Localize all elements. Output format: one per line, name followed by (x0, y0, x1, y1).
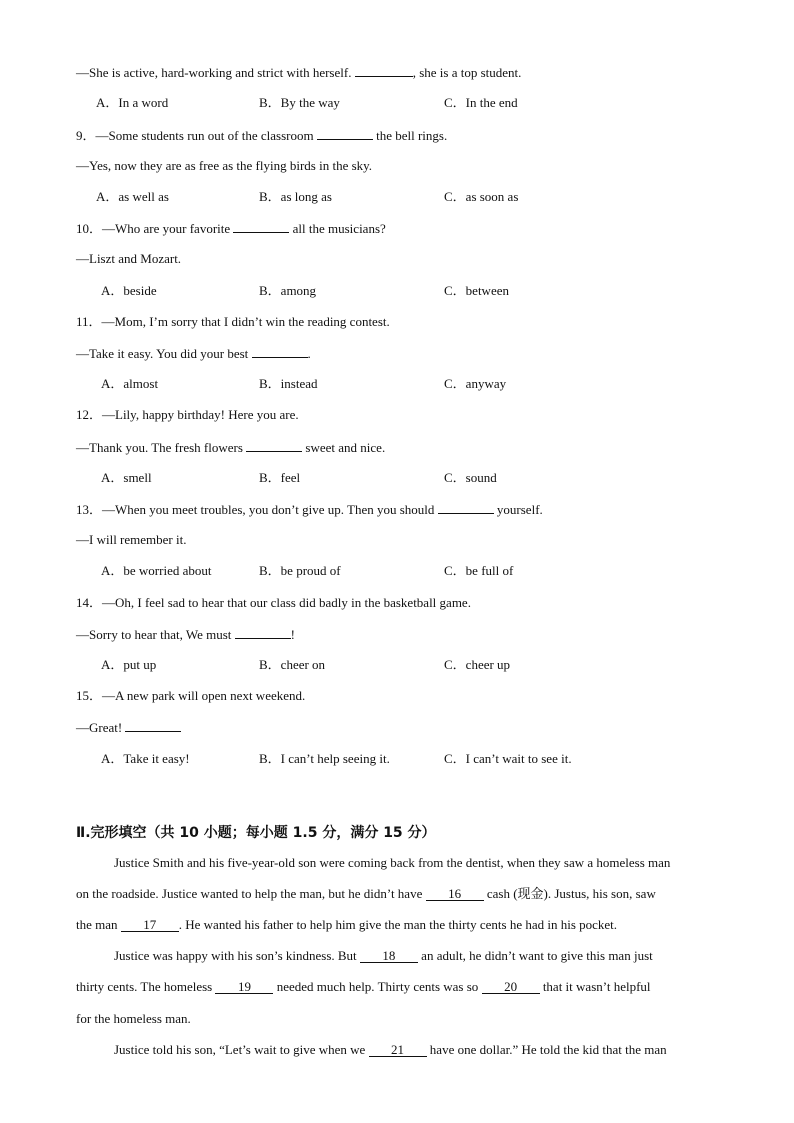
q8-option-c: C．In the end (444, 95, 518, 110)
passage-line: on the roadside. Justice wanted to help the man, but he didn’t have 16 cash (现金). Justus, his son, saw (76, 886, 656, 901)
q15-option-c: C．I can’t wait to see it. (444, 751, 572, 766)
q12-option-a: A．smell (101, 470, 152, 485)
passage-line: for the homeless man. (76, 1011, 191, 1026)
q13-question: 13．—When you meet troubles, you don’t give up. Then you should yourself. (76, 502, 543, 517)
q14-option-a: A．put up (101, 657, 157, 672)
q14-answer: —Sorry to hear that, We must ! (76, 627, 296, 642)
q13-answer: —I will remember it. (76, 532, 187, 547)
q14-option-c: C．cheer up (444, 657, 511, 672)
q10-question: 10．—Who are your favorite all the musicians? (76, 221, 386, 236)
q11-blank (252, 345, 308, 358)
q11-option-c: C．anyway (444, 376, 507, 391)
q13-blank (438, 501, 494, 514)
q12-option-b: B．feel (259, 470, 301, 485)
q15-question: 15．—A new park will open next weekend. (76, 688, 306, 703)
q13-option-a: A．be worried about (101, 563, 212, 578)
blank-16: 16 (426, 887, 484, 901)
q8-blank (355, 64, 413, 77)
q8-answer: —She is active, hard-working and strict with herself. , she is a top student. (76, 65, 522, 80)
q14-option-b: B．cheer on (259, 657, 326, 672)
q12-question: 12．—Lily, happy birthday! Here you are. (76, 407, 299, 422)
q12-answer: —Thank you. The fresh flowers sweet and nice. (76, 440, 386, 455)
q9-blank (317, 127, 373, 140)
q9-option-a: A．as well as (96, 189, 169, 204)
passage-line: Justice Smith and his five-year-old son were coming back from the dentist, when they saw a homeless man (114, 855, 671, 870)
q8-option-b: B．By the way (259, 95, 340, 110)
q11-answer: —Take it easy. You did your best . (76, 346, 311, 361)
passage-line: the man 17 . He wanted his father to help him give the man the thirty cents he had in his pocket. (76, 917, 618, 932)
passage-line: Justice was happy with his son’s kindness. But 18 an adult, he didn’t want to give this man just (114, 948, 653, 963)
section-title: Ⅱ.完形填空（共 10 小题；每小题 1.5 分，满分 15 分） (76, 825, 436, 841)
q14-question: 14．—Oh, I feel sad to hear that our class did badly in the basketball game. (76, 595, 471, 610)
q10-answer: —Liszt and Mozart. (76, 251, 182, 266)
q10-option-c: C．between (444, 283, 509, 298)
q13-option-c: C．be full of (444, 563, 514, 578)
q11-option-b: B．instead (259, 376, 318, 391)
q15-blank (125, 719, 181, 732)
q15-option-b: B．I can’t help seeing it. (259, 751, 390, 766)
q11-question: 11．—Mom, I’m sorry that I didn’t win the reading contest. (76, 314, 390, 329)
q10-option-a: A．beside (101, 283, 157, 298)
q10-option-b: B．among (259, 283, 317, 298)
q10-blank (233, 220, 289, 233)
q9-answer: —Yes, now they are as free as the flying birds in the sky. (76, 158, 373, 173)
blank-19: 19 (215, 980, 273, 994)
q9-question: 9．—Some students run out of the classroom the bell rings. (76, 128, 448, 143)
q12-option-c: C．sound (444, 470, 497, 485)
q12-blank (246, 439, 302, 452)
passage-line: thirty cents. The homeless 19 needed much help. Thirty cents was so 20 that it wasn’t helpful (76, 979, 651, 994)
blank-20: 20 (482, 980, 540, 994)
q14-blank (235, 626, 291, 639)
blank-18: 18 (360, 949, 418, 963)
q15-option-a: A．Take it easy! (101, 751, 190, 766)
blank-21: 21 (369, 1043, 427, 1057)
blank-17: 17 (121, 918, 179, 932)
q11-option-a: A．almost (101, 376, 159, 391)
q8-option-a: A．In a word (96, 95, 169, 110)
q15-answer: —Great! (76, 719, 181, 736)
q9-option-b: B．as long as (259, 189, 332, 204)
passage-line: Justice told his son, “Let’s wait to give when we 21 have one dollar.” He told the kid that the man (114, 1042, 667, 1057)
q13-option-b: B．be proud of (259, 563, 341, 578)
q9-option-c: C．as soon as (444, 189, 519, 204)
